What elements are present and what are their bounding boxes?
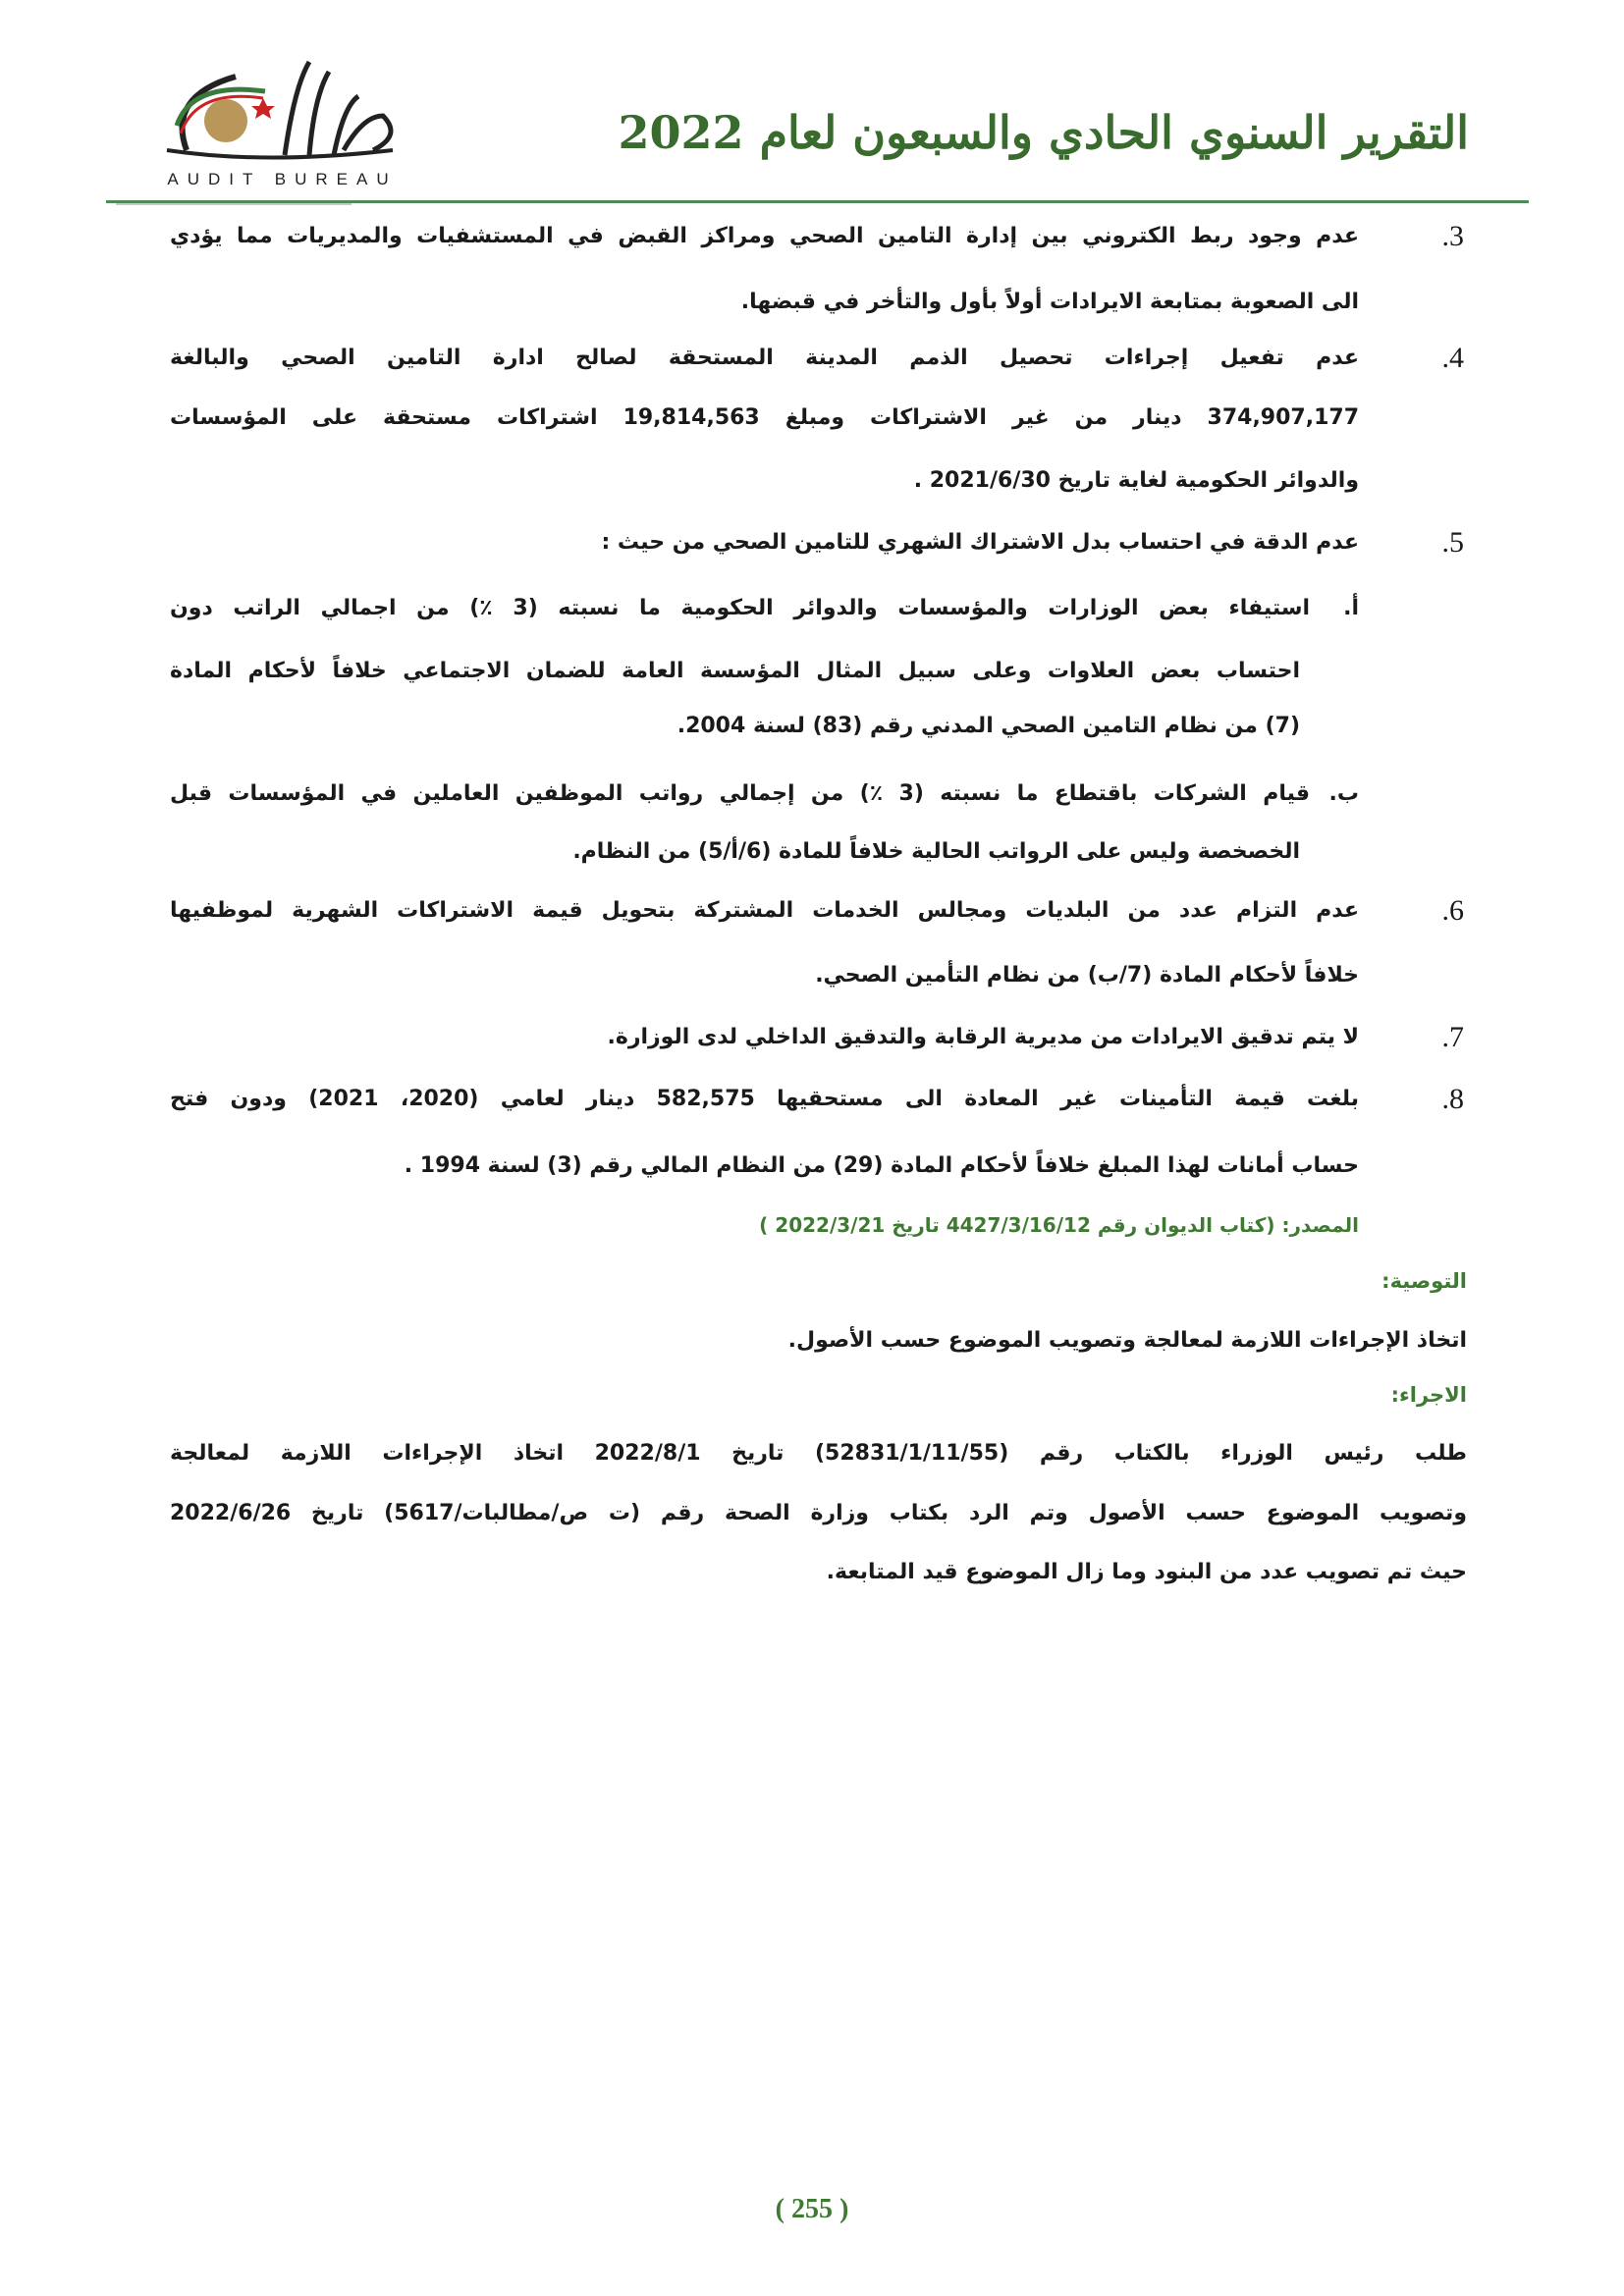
action-line: طلب رئيس الوزراء بالكتاب رقم (52831/1/11/55) تاريخ 2022/8/1 اتخاذ الإجراءات اللازمة لمعالجة [170,1441,1467,1466]
item-line: الى الصعوبة بمتابعة الايرادات أولاً بأول والتأخر في قبضها. [740,290,1359,314]
logo-text: AUDIT BUREAU [167,170,398,188]
item-number: .3 [1441,220,1464,252]
item-line: 374,907,177 دينار من غير الاشتراكات ومبلغ 19,814,563 اشتراكات مستحقة على المؤسسات [170,405,1359,430]
item-number: .7 [1441,1021,1464,1053]
action-line: حيث تم تصويب عدد من البنود وما زال الموضوع قيد المتابعة. [826,1560,1467,1584]
item-number: .5 [1441,526,1464,559]
item-line: خلافاً لأحكام المادة (7/ب) من نظام التأمين الصحي. [815,963,1359,988]
action-line: وتصويب الموضوع حسب الأصول وتم الرد بكتاب وزارة الصحة رقم (ت ص/مطالبات/5617) تاريخ 2022/6/26 [170,1501,1467,1525]
subitem-letter: أ. [1343,596,1359,620]
item-line: حساب أمانات لهذا المبلغ خلافاً لأحكام المادة (29) من النظام المالي رقم (3) لسنة 1994 . [404,1153,1359,1178]
item-line: عدم الدقة في احتساب بدل الاشتراك الشهري للتامين الصحي من حيث : [601,530,1359,555]
action-heading: الاجراء: [1390,1383,1467,1407]
header-divider-accent [116,203,352,205]
item-line: عدم التزام عدد من البلديات ومجالس الخدمات المشتركة بتحويل قيمة الاشتراكات الشهرية لموظفيها [170,898,1359,923]
item-line: بلغت قيمة التأمينات غير المعادة الى مستحقيها 582,575 دينار لعامي (2020، 2021) ودون فتح [170,1087,1359,1111]
item-number: .8 [1441,1083,1464,1115]
page-number: ( 255 ) [775,2194,849,2224]
item-line: لا يتم تدقيق الايرادات من مديرية الرقابة والتدقيق الداخلي لدى الوزارة. [607,1025,1359,1049]
recommendation-text: اتخاذ الإجراءات اللازمة لمعالجة وتصويب الموضوع حسب الأصول. [787,1328,1467,1353]
item-number: .6 [1441,894,1464,927]
recommendation-heading: التوصية: [1381,1269,1467,1293]
item-line: عدم تفعيل إجراءات تحصيل الذمم المدينة المستحقة لصالح ادارة التامين الصحي والبالغة [170,346,1359,370]
logo-emblem-icon [147,57,417,165]
subitem-line: (7) من نظام التامين الصحي المدني رقم (83) لسنة 2004. [677,714,1300,738]
subitem-line: احتساب بعض العلاوات وعلى سبيل المثال المؤسسة العامة للضمان الاجتماعي خلافاً لأحكام المادة [170,659,1300,683]
report-title: التقرير السنوي الحادي والسبعون لعام 2022 [618,106,1469,159]
item-line: والدوائر الحكومية لغاية تاريخ 2021/6/30 . [913,468,1359,493]
item-number: .4 [1441,342,1464,374]
subitem-letter: ب. [1328,781,1359,806]
source-citation: المصدر: (كتاب الديوان رقم 4427/3/16/12 تاريخ 2022/3/21 ) [759,1213,1359,1237]
subitem-line: استيفاء بعض الوزارات والمؤسسات والدوائر الحكومية ما نسبته (3 ٪) من اجمالي الراتب دون [170,596,1310,620]
subitem-line: الخصخصة وليس على الرواتب الحالية خلافاً للمادة (6/أ/5) من النظام. [572,839,1300,864]
subitem-line: قيام الشركات باقتطاع ما نسبته (3 ٪) من إجمالي رواتب الموظفين العاملين في المؤسسات قبل [170,781,1310,806]
audit-bureau-logo [147,57,417,189]
item-line: عدم وجود ربط الكتروني بين إدارة التامين الصحي ومراكز القبض في المستشفيات والمديريات مما يؤدي [170,224,1359,248]
